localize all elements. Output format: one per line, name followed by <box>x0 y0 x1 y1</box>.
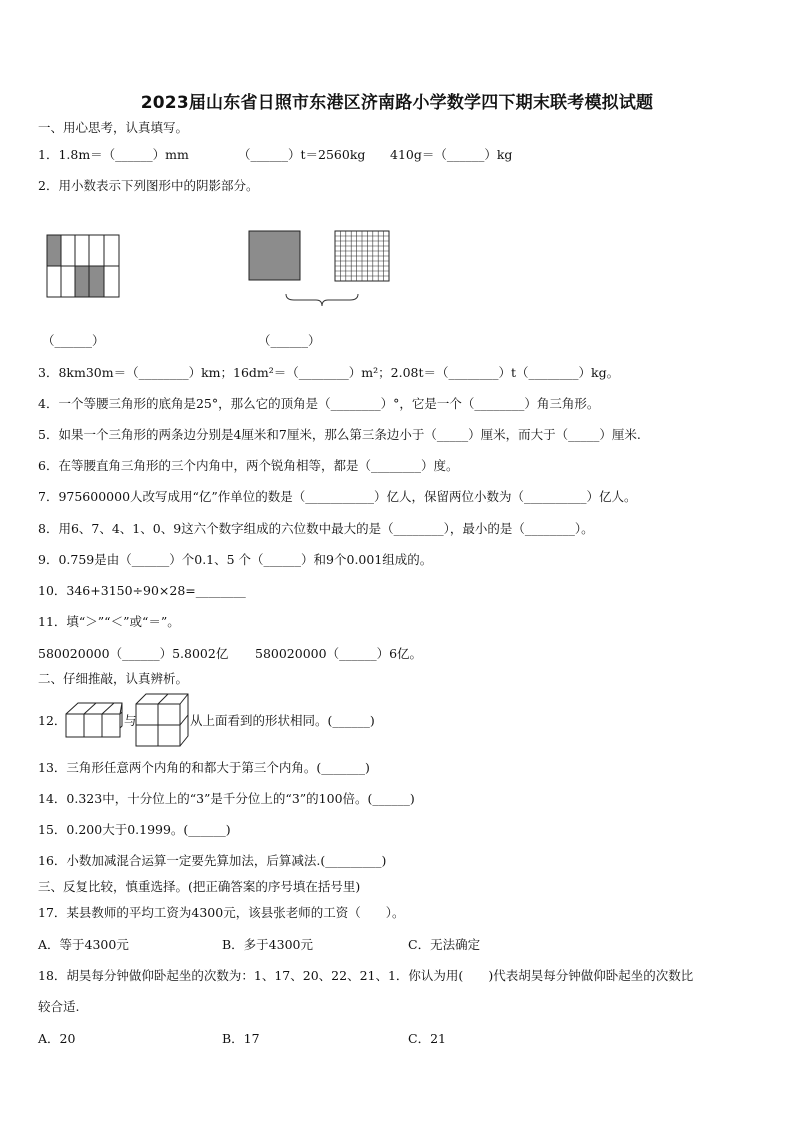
question-2-blank-1[interactable]: （______） <box>42 333 105 348</box>
question-5: 5．如果一个三角形的两条边分别是4厘米和7厘米，那么第三条边小于（_____）厘米，而大于（_____）厘米. <box>38 427 641 442</box>
question-17: 17．某县教师的平均工资为4300元，该县张老师的工资（ ）。 <box>38 905 405 920</box>
question-18-option-b[interactable]: B．17 <box>222 1031 260 1046</box>
shaded-cell <box>47 235 61 266</box>
question-1c: 410g＝（______）kg <box>390 147 513 162</box>
question-2: 2．用小数表示下列图形中的阴影部分。 <box>38 178 259 193</box>
brace-icon <box>284 292 360 308</box>
question-11b: 580020000（______）6亿。 <box>255 646 423 661</box>
section-heading-1: 一、用心思考，认真填写。 <box>38 120 189 135</box>
question-10: 10．346+3150÷90×28=________ <box>38 583 246 598</box>
figure-cube-row <box>64 700 124 740</box>
question-18-option-a[interactable]: A．20 <box>38 1031 76 1046</box>
question-11: 11．填“＞”“＜”或“＝”。 <box>38 614 180 629</box>
figure-unit-square <box>248 230 302 282</box>
section-heading-3: 三、反复比较，慎重选择。(把正确答案的序号填在括号里) <box>38 879 361 894</box>
question-12-connector: 与 <box>124 713 137 728</box>
question-14: 14．0.323中，十分位上的“3”是千分位上的“3”的100倍。(______) <box>38 791 415 806</box>
shaded-cell <box>75 266 89 297</box>
figure-hundred-grid <box>334 230 390 282</box>
question-16: 16．小数加减混合运算一定要先算加法，后算减法.(_________) <box>38 853 387 868</box>
question-17-option-a[interactable]: A．等于4300元 <box>38 937 129 952</box>
question-1a: 1．1.8m＝（______）mm <box>38 147 189 162</box>
figure-rect-grid <box>46 234 120 298</box>
question-6: 6．在等腰直角三角形的三个内角中，两个锐角相等，都是（________）度。 <box>38 458 459 473</box>
question-12-text: 从上面看到的形状相同。(______) <box>190 713 375 728</box>
question-8: 8．用6、7、4、1、0、9这六个数字组成的六位数中最大的是（________），最小的是（________）。 <box>38 521 594 536</box>
question-13: 13．三角形任意两个内角的和都大于第三个内角。(_______) <box>38 760 370 775</box>
section-heading-2: 二、仔细推敲，认真辨析。 <box>38 671 189 686</box>
question-9: 9．0.759是由（______）个0.1、5 个（______）和9个0.001组成的。 <box>38 552 433 567</box>
question-18-continued: 较合适. <box>38 999 80 1014</box>
question-3: 3．8km30m＝（________）km；16dm²＝（________）m²；2.08t＝（________）t（________）kg。 <box>38 365 620 380</box>
question-2-blank-2[interactable]: （______） <box>258 333 321 348</box>
question-1b: （______）t＝2560kg <box>238 147 366 162</box>
question-11a: 580020000（______）5.8002亿 <box>38 646 229 661</box>
question-15: 15．0.200大于0.1999。(______) <box>38 822 231 837</box>
question-12-number: 12． <box>38 713 67 728</box>
question-7: 7．975600000人改写成用“亿”作单位的数是（___________）亿人，保留两位小数为（__________）亿人。 <box>38 489 637 504</box>
page-title: 2023届山东省日照市东港区济南路小学数学四下期末联考模拟试题 <box>140 93 654 113</box>
figure-cube-stack <box>134 692 190 748</box>
question-4: 4．一个等腰三角形的底角是25°，那么它的顶角是（________）°，它是一个（________）角三角形。 <box>38 396 600 411</box>
question-17-option-c[interactable]: C．无法确定 <box>408 937 481 952</box>
question-18: 18．胡昊每分钟做仰卧起坐的次数为：1、17、20、22、21、1．你认为用( )代表胡昊每分钟做仰卧起坐的次数比 <box>38 968 694 983</box>
question-17-option-b[interactable]: B．多于4300元 <box>222 937 313 952</box>
question-18-option-c[interactable]: C．21 <box>408 1031 446 1046</box>
shaded-cell <box>89 266 104 297</box>
